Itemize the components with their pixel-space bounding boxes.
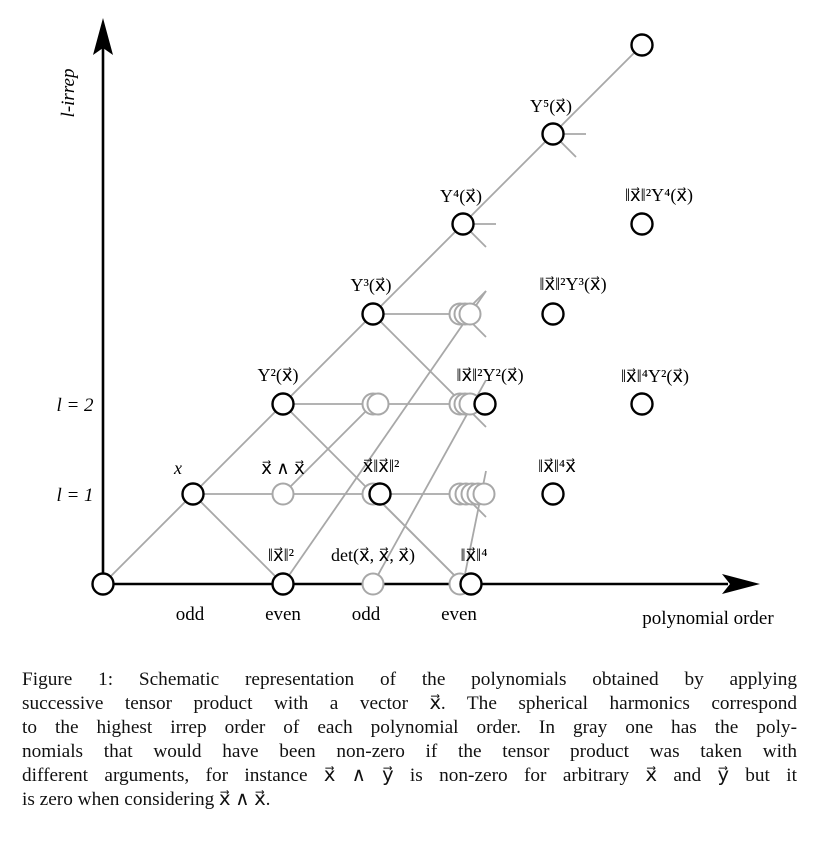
x-tick-3: odd [351,604,381,625]
label-x: x⃗ [174,458,196,478]
caption-line: Figure 1: Schematic representation of the polynomials obtained by applying [22,669,797,690]
node-norm2 [273,574,294,595]
x-tick-2: even [265,604,301,625]
label-Y3: Y³(x⃗) [350,275,392,295]
label-norm2: ‖x⃗‖² [267,545,295,565]
label-norm2-Y4: ‖x⃗‖²Y⁴(x⃗) [624,185,694,205]
caption-line: nomials that would have been non-zero if the tensor product was taken with [22,741,797,762]
x-tick-4: even [441,604,477,625]
node-det [363,574,384,595]
node-origin [93,574,114,595]
label-norm4-x: ‖x⃗‖⁴x⃗ [538,456,576,476]
label-norm4-Y2: ‖x⃗‖⁴Y²(x⃗) [620,366,690,386]
axes [93,18,760,594]
node-norm2-Y4 [632,214,653,235]
node-gray-l1-o4-e [474,484,495,505]
label-x-wedge-x: x⃗ ∧ x⃗ [261,458,305,478]
y-axis-label: l-irrep [58,68,79,118]
label-x-norm2: x⃗‖x⃗‖² [362,456,400,476]
caption-line: is zero when considering x⃗ ∧ x⃗. [22,789,271,810]
label-norm2-Y2: ‖x⃗‖²Y²(x⃗) [456,365,524,385]
label-det: det(x⃗, x⃗, x⃗) [331,545,415,565]
caption-line: successive tensor product with a vector x⃗. The spherical harmonics correspond [22,693,797,714]
x-axis-label: polynomial order [642,608,774,629]
node-Y2 [273,394,294,415]
node-Y3 [363,304,384,325]
caption-line: to the highest irrep order of each polynomial order. In gray one has the poly- [22,717,797,738]
label-norm4: ‖x⃗‖⁴ [460,545,488,565]
node-norm4-x [543,484,564,505]
label-Y5: Y⁵(x⃗) [530,96,572,116]
node-norm4 [461,574,482,595]
node-Y5 [543,124,564,145]
label-Y4: Y⁴(x⃗) [440,186,482,206]
node-x [183,484,204,505]
node-x-norm2 [370,484,391,505]
x-tick-1: odd [175,604,205,625]
y-tick-l2: l = 2 [56,395,94,416]
node-Y4 [453,214,474,235]
node-norm2-Y3 [543,304,564,325]
node-gray-l3-o4-c [460,304,481,325]
node-gray-l2-o3-b [368,394,389,415]
node-Y6 [632,35,653,56]
node-x-wedge-x [273,484,294,505]
label-norm2-Y3: ‖x⃗‖²Y³(x⃗) [539,274,607,294]
node-norm4-Y2 [632,394,653,415]
y-tick-l1: l = 1 [56,485,94,506]
label-Y2: Y²(x⃗) [257,365,299,385]
caption-line: different arguments, for instance x⃗ ∧ y⃗ is non-zero for arbitrary x⃗ and y⃗ but it [22,765,797,786]
figure-caption [22,668,797,812]
node-labels [173,96,693,566]
node-norm2-Y2 [475,394,496,415]
